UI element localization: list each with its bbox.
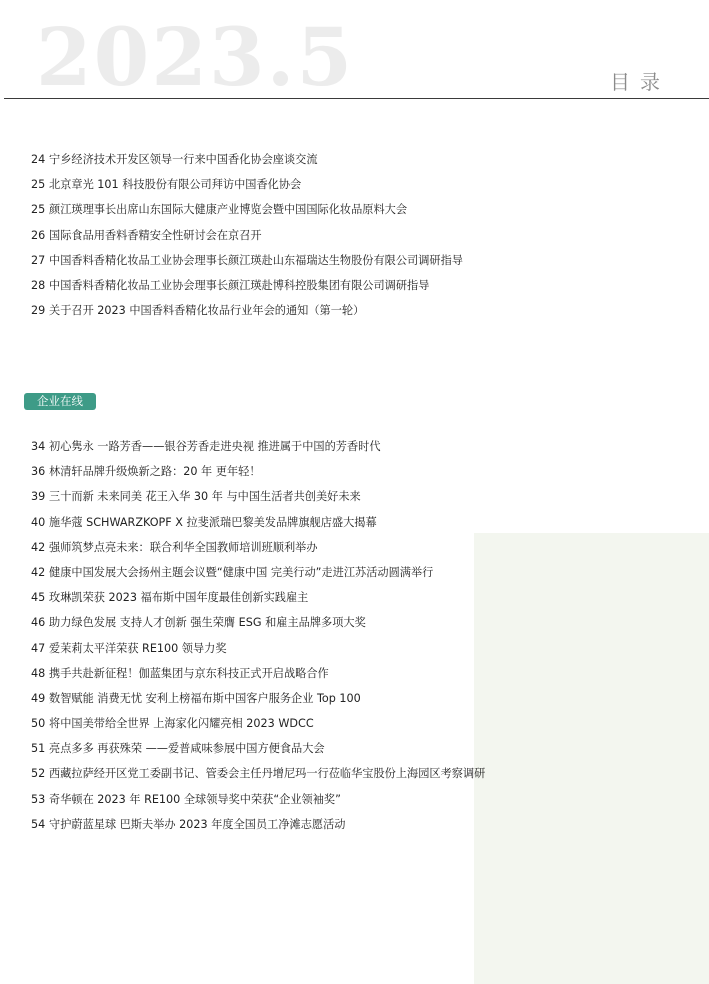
toc-list-association — [31, 149, 463, 325]
toc-title: 国际食品用香料香精安全性研讨会在京召开 — [49, 228, 262, 242]
toc-item[interactable] — [31, 789, 485, 814]
toc-title: 施华蔻 SCHWARZKOPF X 拉斐派瑞巴黎美发品牌旗舰店盛大揭幕 — [49, 515, 377, 529]
toc-item[interactable] — [31, 688, 485, 713]
toc-page-number: 40 — [31, 515, 46, 529]
toc-page-number: 45 — [31, 591, 46, 605]
toc-item[interactable] — [31, 300, 463, 325]
toc-title: 亮点多多 再获殊荣 ——爱普咸味参展中国方便食品大会 — [49, 742, 325, 756]
toc-page-number: 50 — [31, 717, 46, 731]
toc-item[interactable] — [31, 738, 485, 763]
toc-title: 三十而新 未来同美 花王入华 30 年 与中国生活者共创美好未来 — [49, 490, 361, 504]
toc-item[interactable] — [31, 814, 485, 839]
toc-page-number: 49 — [31, 691, 46, 705]
toc-item[interactable] — [31, 486, 485, 511]
toc-title: 中国香料香精化妆品工业协会理事长颜江瑛赴山东福瑞达生物股份有限公司调研指导 — [49, 253, 463, 267]
toc-title: 守护蔚蓝星球 巴斯夫举办 2023 年度全国员工净滩志愿活动 — [49, 817, 346, 831]
issue-year-watermark: 2023.5 — [36, 10, 355, 104]
toc-item[interactable] — [31, 587, 485, 612]
toc-page-number: 25 — [31, 178, 46, 192]
section-badge: 企业在线 — [24, 393, 96, 410]
toc-title: 玫琳凯荣获 2023 福布斯中国年度最佳创新实践雇主 — [49, 591, 309, 605]
toc-title: 强师筑梦点亮未来：联合利华全国教师培训班顺利举办 — [49, 540, 318, 554]
toc-page-number: 54 — [31, 817, 46, 831]
toc-page-number: 25 — [31, 203, 46, 217]
toc-item[interactable] — [31, 663, 485, 688]
toc-page-number: 52 — [31, 767, 46, 781]
toc-item[interactable] — [31, 149, 463, 174]
toc-page-number: 42 — [31, 565, 46, 579]
toc-item[interactable] — [31, 461, 485, 486]
toc-title: 助力绿色发展 支持人才创新 强生荣膺 ESG 和雇主品牌多项大奖 — [49, 616, 366, 630]
toc-page-number: 47 — [31, 641, 46, 655]
toc-item[interactable] — [31, 250, 463, 275]
toc-item[interactable] — [31, 174, 463, 199]
toc-item[interactable] — [31, 436, 485, 461]
toc-page-number: 29 — [31, 304, 46, 318]
toc-title: 奇华顿在 2023 年 RE100 全球领导奖中荣获“企业领袖奖” — [49, 792, 341, 806]
background-panel — [474, 533, 709, 984]
toc-page-number: 51 — [31, 742, 46, 756]
toc-page-number: 46 — [31, 616, 46, 630]
toc-title: 爱茉莉太平洋荣获 RE100 领导力奖 — [49, 641, 227, 655]
toc-page-number: 48 — [31, 666, 46, 680]
toc-page-number: 53 — [31, 792, 46, 806]
toc-title: 数智赋能 消费无忧 安利上榜福布斯中国客户服务企业 Top 100 — [49, 691, 361, 705]
toc-item[interactable] — [31, 612, 485, 637]
toc-page-number: 39 — [31, 490, 46, 504]
toc-item[interactable] — [31, 537, 485, 562]
toc-title: 颜江瑛理事长出席山东国际大健康产业博览会暨中国国际化妆品原料大会 — [49, 203, 408, 217]
toc-item[interactable] — [31, 225, 463, 250]
header-divider — [4, 98, 709, 99]
toc-title: 北京章光 101 科技股份有限公司拜访中国香化协会 — [49, 178, 302, 192]
page-title: 目录 — [610, 70, 670, 94]
toc-item[interactable] — [31, 275, 463, 300]
toc-title: 携手共赴新征程！伽蓝集团与京东科技正式开启战略合作 — [49, 666, 329, 680]
toc-title: 宁乡经济技术开发区领导一行来中国香化协会座谈交流 — [49, 153, 318, 166]
toc-title: 西藏拉萨经开区党工委副书记、管委会主任丹增尼玛一行莅临华宝股份上海园区考察调研 — [49, 767, 486, 781]
toc-title: 将中国美带给全世界 上海家化闪耀亮相 2023 WDCC — [49, 717, 314, 731]
toc-page-number: 34 — [31, 440, 46, 453]
toc-item[interactable] — [31, 512, 485, 537]
toc-title: 初心隽永 一路芳香——银谷芳香走进央视 推进属于中国的芳香时代 — [49, 440, 381, 453]
toc-page-number: 42 — [31, 540, 46, 554]
toc-page-number: 26 — [31, 228, 46, 242]
toc-item[interactable] — [31, 638, 485, 663]
toc-title: 健康中国发展大会扬州主题会议暨“健康中国 完美行动”走进江苏活动圆满举行 — [49, 565, 434, 579]
toc-list-enterprise — [31, 436, 485, 839]
toc-title: 林清轩品牌升级焕新之路：20 年 更年轻！ — [49, 465, 261, 479]
toc-page-number: 36 — [31, 465, 46, 479]
toc-title: 中国香料香精化妆品工业协会理事长颜江瑛赴博科控股集团有限公司调研指导 — [49, 278, 430, 292]
toc-item[interactable] — [31, 713, 485, 738]
toc-item[interactable] — [31, 562, 485, 587]
toc-item[interactable] — [31, 763, 485, 788]
toc-page-number: 28 — [31, 278, 46, 292]
toc-item[interactable] — [31, 199, 463, 224]
toc-title: 关于召开 2023 中国香料香精化妆品行业年会的通知（第一轮） — [49, 304, 365, 318]
toc-page-number: 24 — [31, 153, 46, 166]
toc-page-number: 27 — [31, 253, 46, 267]
